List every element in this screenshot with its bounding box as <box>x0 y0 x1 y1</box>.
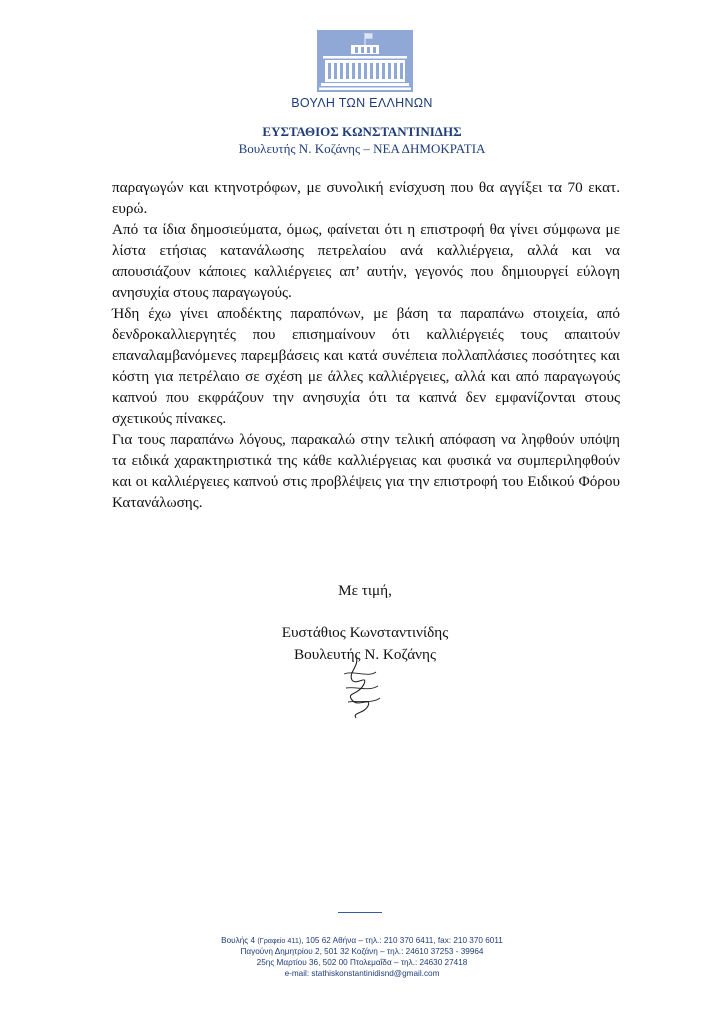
handwritten-signature <box>338 652 388 722</box>
body-paragraph: Ήδη έχω γίνει αποδέκτης παραπόνων, με βάση τα παραπάνω στοιχεία, από δενδροκαλλιεργητές που επισημαίνουν ότι καλλιέργειές τους απαιτούν επαναλαμβανόμενες παρεμβάσεις και κατά συνέπεια πολλαπλάσιες ποσότητες και κόστη για πετρέλαιο σε σχέση με άλλες καλλιέργειες, αλλά και από παραγωγούς καπνού που εκφράζουν την ανησυχία ότι τα καπνά δεν εμφανίζονται στους σχετικούς πίνακες. <box>112 305 620 427</box>
footer-email[interactable]: e-mail: stathiskonstantinidisnd@gmail.com <box>284 969 440 978</box>
footer-divider <box>338 912 382 913</box>
footer-contact <box>0 935 724 979</box>
letter-body <box>112 177 620 513</box>
body-paragraph: Από τα ίδια δημοσιεύματα, όμως, φαίνεται ότι η επιστροφή θα γίνει σύμφωνα με λίστα ετήσιας κατανάλωσης πετρελαίου ανά καλλιέργεια, αλλά και να απουσιάζουν κάποιες καλλιέργειες απ’ αυτήν, γεγονός που δημιουργεί εύλογη ανησυχία στους παραγωγούς. <box>112 221 620 301</box>
body-paragraph: Για τους παραπάνω λόγους, παρακαλώ στην τελική απόφαση να ληφθούν υπόψη τα ειδικά χαρακτηριστικά της κάθε καλλιέργειας και φυσικά να συμπεριληφθούν και οι καλλιέργειες καπνού στις προβλέψεις για την επιστροφή του Ειδικού Φόρου Κατανάλωσης. <box>112 431 620 511</box>
footer-ptolemaida-address: 25ης Μαρτίου 36, 502 00 Πτολεμαΐδα – τηλ.: 24630 27418 <box>256 958 468 967</box>
body-paragraph: παραγωγών και κτηνοτρόφων, με συνολική ενίσχυση που θα αγγίξει τα 70 εκατ. ευρώ. <box>112 179 620 217</box>
closing-salutation: Με τιμή, <box>338 582 392 599</box>
footer-kozani-address: Παγούνη Δημητρίου 2, 501 32 Κοζάνη – τηλ.: 24610 37253 - 39964 <box>240 947 484 956</box>
signer-name: Ευστάθιος Κωνσταντινίδης <box>281 624 449 641</box>
parliament-building-icon <box>317 30 413 92</box>
signer-role: Βουλευτής Ν. Κοζάνης <box>293 646 436 663</box>
footer-athens-address: Βουλής 4 (Γραφείο 411), 105 62 Αθήνα – τηλ.: 210 370 6411, fax: 210 370 6011 <box>221 936 503 945</box>
parliament-name: ΒΟΥΛΗ ΤΩΝ ΕΛΛΗΝΩΝ <box>291 96 433 110</box>
mp-title: Βουλευτής Ν. Κοζάνης – ΝΕΑ ΔΗΜΟΚΡΑΤΙΑ <box>238 141 486 156</box>
mp-name: ΕΥΣΤΑΘΙΟΣ ΚΩΝΣΤΑΝΤΙΝΙΔΗΣ <box>262 124 462 139</box>
